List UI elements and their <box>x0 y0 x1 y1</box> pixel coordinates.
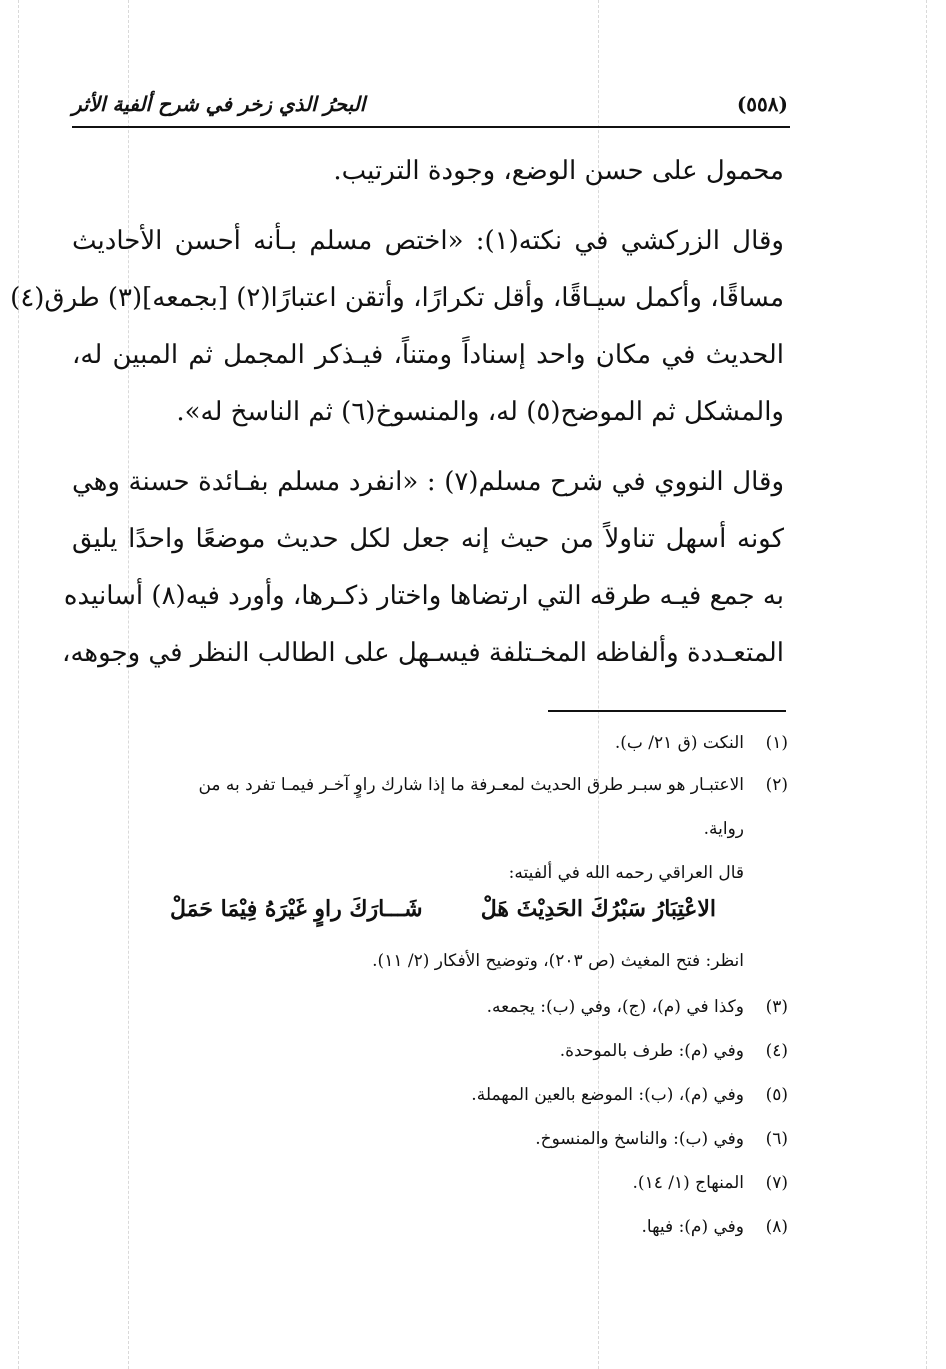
footnote-text: قال العراقي رحمه الله في ألفيته: <box>508 863 744 883</box>
footnote-number: (٢) <box>765 775 788 795</box>
text-line: المتعـددة وألفاظه المخـتلفة فيسـهل على الطالب النظر في وجوهه، <box>62 638 784 668</box>
paragraph-continuation <box>72 143 784 200</box>
footnote-continuation <box>72 808 788 851</box>
footnote-text: وفي (م): فيها. <box>641 1217 744 1237</box>
page-header <box>72 90 790 128</box>
footnote <box>72 764 788 807</box>
footnote-number: (٦) <box>765 1129 788 1149</box>
text-line: والمشكل ثم الموضح(٥) له، والمنسوخ(٦) ثم الناسخ له». <box>176 397 784 427</box>
footnote-number: (٥) <box>765 1085 788 1105</box>
text-line: الحديث في مكان واحد إسناداً ومتناً، فيـذكر المجمل ثم المبين له، <box>72 340 784 370</box>
footnote-text: وفي (ب): والناسخ والمنسوخ. <box>535 1129 744 1149</box>
footnote-text: وفي (م): طرف بالموحدة. <box>559 1041 744 1061</box>
footnote-number: (٤) <box>765 1041 788 1061</box>
footnote <box>72 986 788 1029</box>
footnote-number: (٣) <box>765 997 788 1017</box>
footnote-text: وفي (م)، (ب): الموضع بالعين المهملة. <box>471 1085 744 1105</box>
footnote-text: وكذا في (م)، (ج)، وفي (ب): يجمعه. <box>486 997 744 1017</box>
scan-artifact-line <box>18 0 19 1369</box>
footnote <box>72 722 788 765</box>
footnote <box>72 1118 788 1161</box>
text-line: مساقًا، وأكمل سيـاقًا، وأقل تكرارًا، وأتقن اعتبارًا(٢) [بجمعه](٣) طرق(٤) <box>10 283 784 313</box>
paragraph-nawawi <box>62 454 785 682</box>
text-line: وقال النووي في شرح مسلم(٧) : «انفرد مسلم بفـائدة حسنة وهي <box>72 467 785 497</box>
footnote-number: (٨) <box>765 1217 788 1237</box>
footnote-number: (٧) <box>765 1173 788 1193</box>
footnote-number: (١) <box>765 733 788 753</box>
footnote <box>72 1030 788 1073</box>
footnote <box>72 1074 788 1117</box>
scan-artifact-line <box>926 0 927 1369</box>
footnote-text: الاعتبـار هو سبـر طرق الحديث لمعـرفة ما إذا شارك راوٍ آخـر فيمـا تفرد به من <box>198 775 744 795</box>
verse-first-hemistich: الاعْتِبَارُ سَبْرُكَ الحَدِيْثَ هَلْ <box>480 896 716 922</box>
footnote-text: انظر: فتح المغيث (ص ٢٠٣)، وتوضيح الأفكار (٢/ ١١). <box>372 951 744 971</box>
footnote-separator <box>548 710 786 712</box>
book-title: البحرُ الذي زخر في شرح ألفية الأثر <box>72 92 366 116</box>
text-line: وقال الزركشي في نكته(١): «اختص مسلم بـأنه أحسن الأحاديث <box>72 226 784 256</box>
footnote-continuation <box>72 940 788 983</box>
text-line: محمول على حسن الوضع، وجودة الترتيب. <box>333 156 784 186</box>
text-line: كونه أسهل تناولاً من حيث إنه جعل لكل حديث موضعًا واحدًا يليق <box>72 524 784 554</box>
footnote-text: المنهاج (١/ ١٤). <box>632 1173 744 1193</box>
footnote <box>72 1162 788 1205</box>
text-line: به جمع فيـه طرقه التي ارتضاها واختار ذكـرها، وأورد فيه(٨) أسانيده <box>63 581 784 611</box>
footnote-text: النكت (ق ٢١/ ب). <box>614 733 744 753</box>
page-number: (٥٥٨) <box>736 92 788 116</box>
paragraph-zarkashi <box>10 213 784 441</box>
footnote-text: رواية. <box>703 819 744 839</box>
verse-second-hemistich: شَـــارَكَ راوٍ غَيْرَهُ فِيْمَا حَمَلْ <box>170 896 423 922</box>
footnote <box>72 1206 788 1249</box>
footnote-continuation <box>72 852 788 895</box>
